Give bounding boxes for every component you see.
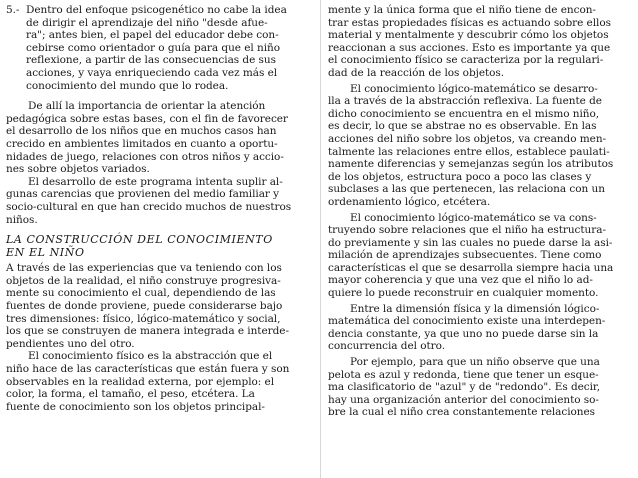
text-line: pendientes uno del otro.	[6, 337, 135, 350]
text-line: bre la cual el niño crea constantemente relaciones	[328, 406, 596, 419]
right-column	[328, 4, 632, 419]
text-line: acciones del niño sobre los objetos, va creando men-	[328, 132, 607, 145]
text-line: niño hace de las características que están fuera y son	[6, 363, 290, 376]
heading-line: LA CONSTRUCCIÓN DEL CONOCIMIENTO	[6, 233, 273, 247]
text-line: cebirse como orientador o guía para que el niño	[26, 41, 281, 54]
text-line: trar estas propiedades físicas es actuando sobre ellos	[328, 16, 611, 29]
text-line: El conocimiento físico es la abstracción que el	[28, 350, 273, 363]
text-line: talmente las relaciones entre ellos, establece paulati-	[328, 145, 610, 158]
text-line: pelota es azul y redonda, tiene que tener un esque-	[328, 368, 599, 381]
text-line: namente diferencias y semejanzas según los atributos	[328, 158, 614, 171]
text-line: características el que se desarrolla siempre hacia una	[328, 261, 614, 274]
text-line: nidades de juego, relaciones con otros niños y accio-	[6, 150, 284, 163]
text-line: socio-cultural en que han crecido muchos de nuestros	[6, 200, 292, 213]
text-line: acciones, y vaya enriqueciendo cada vez más el	[26, 66, 278, 79]
paragraph-construyendo	[328, 212, 632, 300]
paragraph-programa	[6, 176, 314, 226]
text-line: pedagógica sobre estas bases, con el fin de favorecer	[6, 112, 288, 125]
text-line: reflexione, a partir de las consecuencias de sus	[26, 54, 276, 67]
text-line: de los objetos, estructura poco a poco las clases y	[328, 170, 592, 183]
text-line: Entre la dimensión física y la dimensión lógico-	[350, 302, 600, 315]
text-line: fuente de conocimiento son los objetos principal-	[6, 400, 265, 413]
text-line: niños.	[6, 213, 38, 226]
text-line: es decir, lo que se abstrae no es observable. En las	[328, 120, 597, 133]
column-divider	[320, 0, 321, 478]
text-line: el desarrollo de los niños que en muchos casos han	[6, 125, 277, 138]
text-line: fuentes de donde proviene, puede considerarse bajo	[6, 300, 283, 313]
text-line: material y mentalmente y descubrir cómo los objetos	[328, 29, 609, 42]
text-line: dicho conocimiento se encuentra en el mismo niño,	[328, 107, 600, 120]
text-line: dencia constante, ya que uno no puede darse sin la	[328, 327, 599, 340]
text-line: tres dimensiones: físico, lógico-matemático y social,	[6, 312, 281, 325]
text-line: conocimiento del mundo que lo rodea.	[26, 79, 229, 92]
text-line: subclases a las que pertenecen, las relaciona con un	[328, 183, 605, 196]
text-line: Por ejemplo, para que un niño observe que una	[350, 356, 600, 369]
text-line: El desarrollo de este programa intenta suplir al-	[28, 175, 283, 188]
text-line: objetos de la realidad, el niño construye progresiva-	[6, 274, 281, 287]
paragraph-fisico	[6, 350, 314, 413]
item-number: 5.-	[6, 4, 20, 16]
text-line: matemática del conocimiento existe una interdepen-	[328, 315, 606, 328]
text-line: gunas carencias que provienen del medio familiar y	[6, 188, 280, 201]
text-line: A través de las experiencias que va teniendo con los	[6, 262, 282, 275]
text-line: observables en la realidad externa, por ejemplo: el	[6, 375, 275, 388]
text-line: ordenamiento lógico, etcétera.	[328, 195, 491, 208]
text-line: los que se construyen de manera integrada e interde-	[6, 325, 289, 338]
paragraph-continuation	[328, 4, 632, 80]
paragraph-experiencias	[6, 262, 314, 350]
text-line: El conocimiento lógico-matemático se desarro-	[350, 82, 598, 95]
paragraph-logico	[328, 83, 632, 209]
text-line: quiere lo puede reconstruir en cualquier momento.	[328, 287, 599, 300]
heading-line: EN EL NIÑO	[6, 245, 85, 259]
text-line: crecido en ambientes limitados en cuanto a oportu-	[6, 137, 278, 150]
text-line: ra"; antes bien, el papel del educador debe con-	[26, 29, 279, 42]
text-line: El conocimiento lógico-matemático se va cons-	[350, 211, 597, 224]
text-line: De allí la importancia de orientar la atención	[28, 100, 266, 113]
text-line: nes sobre objetos variados.	[6, 163, 150, 176]
text-line: mente su conocimiento el cual, dependiendo de las	[6, 287, 276, 300]
text-line: color, la forma, el tamaño, el peso, etcétera. La	[6, 388, 255, 401]
left-column	[6, 4, 314, 413]
paragraph-dimension	[328, 303, 632, 353]
text-line: lla a través de la abstracción reflexiva. La fuente de	[328, 95, 602, 108]
text-span: Dentro del enfoque psicogenético no cabe la idea	[26, 4, 287, 16]
paragraph-ejemplo	[328, 356, 632, 419]
text-line: dad de la reacción de los objetos.	[328, 66, 505, 79]
numbered-item-5	[6, 4, 314, 92]
text-line: milación de aprendizajes subsecuentes. Tiene como	[328, 249, 602, 262]
text-line: el conocimiento físico se caracteriza por la regulari-	[328, 54, 604, 67]
paragraph-importancia	[6, 100, 314, 176]
text-line: mente y la única forma que el niño tiene de encon-	[328, 4, 596, 16]
text-line: mayor coherencia y que una vez que el niño lo ad-	[328, 274, 593, 287]
text-line: truyendo sobre relaciones que el niño ha estructura-	[328, 224, 606, 237]
text-line: reaccionan a sus acciones. Esto es importante ya que	[328, 41, 611, 54]
text-line: concurrencia del otro.	[328, 340, 446, 353]
text-line: do previamente y sin las cuales no puede darse la asi-	[328, 236, 613, 249]
text-line: ma clasificatorio de "azul" y de "redondo". Es decir,	[328, 381, 601, 394]
text-line: hay una organización anterior del conocimiento so-	[328, 393, 599, 406]
section-heading	[6, 234, 314, 259]
text-line: de dirigir el aprendizaje del niño "desde afue-	[26, 16, 268, 29]
text-line	[6, 4, 314, 17]
